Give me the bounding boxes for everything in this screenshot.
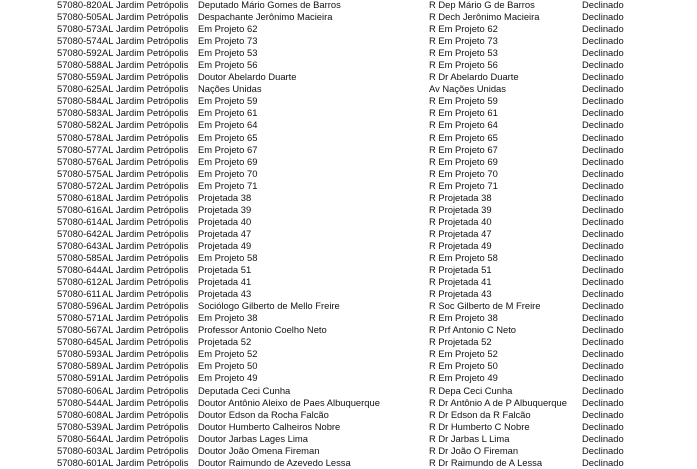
status-cell: Declinado bbox=[582, 264, 624, 276]
cep-cell: 57080-608 bbox=[57, 408, 102, 420]
neighborhood-cell: Jardim Petrópolis bbox=[116, 155, 189, 167]
status-cell: Declinado bbox=[582, 227, 624, 239]
neighborhood-cell: Jardim Petrópolis bbox=[116, 0, 189, 10]
street-name-cell: Professor Antonio Coelho Neto bbox=[198, 324, 327, 336]
street-name-cell: Projetada 40 bbox=[198, 215, 252, 227]
status-cell: Declinado bbox=[582, 119, 624, 131]
neighborhood-cell: Jardim Petrópolis bbox=[116, 227, 189, 239]
neighborhood-cell: Jardim Petrópolis bbox=[116, 384, 189, 396]
cep-cell: 57080-588 bbox=[57, 59, 102, 71]
status-cell: Declinado bbox=[582, 360, 624, 372]
street-abbreviation-cell: R Em Projeto 59 bbox=[429, 95, 498, 107]
cep-cell: 57080-583 bbox=[57, 107, 102, 119]
status-cell: Declinado bbox=[582, 179, 624, 191]
table-row bbox=[0, 180, 697, 192]
neighborhood-cell: Jardim Petrópolis bbox=[116, 95, 189, 107]
street-name-cell: Em Projeto 70 bbox=[198, 167, 258, 179]
status-cell: Declinado bbox=[582, 107, 624, 119]
neighborhood-cell: Jardim Petrópolis bbox=[116, 59, 189, 71]
status-cell: Declinado bbox=[582, 59, 624, 71]
state-cell: AL bbox=[102, 47, 114, 59]
state-cell: AL bbox=[102, 408, 114, 420]
cep-cell: 57080-643 bbox=[57, 239, 102, 251]
neighborhood-cell: Jardim Petrópolis bbox=[116, 71, 189, 83]
table-row bbox=[0, 421, 697, 433]
street-abbreviation-cell: R Dr Jarbas L Lima bbox=[429, 432, 510, 444]
street-name-cell: Doutor Raimundo de Azevedo Lessa bbox=[198, 456, 351, 468]
state-cell: AL bbox=[102, 11, 114, 23]
table-row bbox=[0, 23, 697, 35]
state-cell: AL bbox=[102, 179, 114, 191]
street-name-cell: Em Projeto 52 bbox=[198, 348, 258, 360]
cep-cell: 57080-539 bbox=[57, 420, 102, 432]
neighborhood-cell: Jardim Petrópolis bbox=[116, 300, 189, 312]
street-abbreviation-cell: Av Nações Unidas bbox=[429, 83, 506, 95]
table-row bbox=[0, 216, 697, 228]
status-cell: Declinado bbox=[582, 203, 624, 215]
table-row bbox=[0, 59, 697, 71]
cep-cell: 57080-544 bbox=[57, 396, 102, 408]
street-abbreviation-cell: R Projetada 49 bbox=[429, 239, 492, 251]
street-name-cell: Em Projeto 58 bbox=[198, 251, 258, 263]
cep-cell: 57080-582 bbox=[57, 119, 102, 131]
neighborhood-cell: Jardim Petrópolis bbox=[116, 456, 189, 468]
cep-cell: 57080-612 bbox=[57, 276, 102, 288]
street-name-cell: Em Projeto 67 bbox=[198, 143, 258, 155]
state-cell: AL bbox=[102, 384, 114, 396]
state-cell: AL bbox=[102, 191, 114, 203]
cep-cell: 57080-576 bbox=[57, 155, 102, 167]
street-name-cell: Projetada 52 bbox=[198, 336, 252, 348]
neighborhood-cell: Jardim Petrópolis bbox=[116, 191, 189, 203]
state-cell: AL bbox=[102, 456, 114, 468]
neighborhood-cell: Jardim Petrópolis bbox=[116, 251, 189, 263]
state-cell: AL bbox=[102, 324, 114, 336]
table-row bbox=[0, 300, 697, 312]
street-abbreviation-cell: R Em Projeto 50 bbox=[429, 360, 498, 372]
status-cell: Declinado bbox=[582, 312, 624, 324]
street-abbreviation-cell: R Em Projeto 69 bbox=[429, 155, 498, 167]
neighborhood-cell: Jardim Petrópolis bbox=[116, 119, 189, 131]
state-cell: AL bbox=[102, 23, 114, 35]
state-cell: AL bbox=[102, 239, 114, 251]
status-cell: Declinado bbox=[582, 288, 624, 300]
street-name-cell: Em Projeto 65 bbox=[198, 131, 258, 143]
street-name-cell: Doutor João Omena Fireman bbox=[198, 444, 320, 456]
cep-cell: 57080-645 bbox=[57, 336, 102, 348]
street-name-cell: Em Projeto 50 bbox=[198, 360, 258, 372]
table-row bbox=[0, 397, 697, 409]
street-name-cell: Em Projeto 61 bbox=[198, 107, 258, 119]
street-name-cell: Em Projeto 49 bbox=[198, 372, 258, 384]
neighborhood-cell: Jardim Petrópolis bbox=[116, 203, 189, 215]
status-cell: Declinado bbox=[582, 35, 624, 47]
state-cell: AL bbox=[102, 396, 114, 408]
street-abbreviation-cell: R Dr Abelardo Duarte bbox=[429, 71, 519, 83]
street-name-cell: Projetada 38 bbox=[198, 191, 252, 203]
state-cell: AL bbox=[102, 95, 114, 107]
status-cell: Declinado bbox=[582, 11, 624, 23]
status-cell: Declinado bbox=[582, 251, 624, 263]
table-row bbox=[0, 0, 697, 11]
status-cell: Declinado bbox=[582, 384, 624, 396]
street-name-cell: Deputado Mário Gomes de Barros bbox=[198, 0, 341, 10]
neighborhood-cell: Jardim Petrópolis bbox=[116, 348, 189, 360]
state-cell: AL bbox=[102, 288, 114, 300]
status-cell: Declinado bbox=[582, 47, 624, 59]
street-name-cell: Em Projeto 56 bbox=[198, 59, 258, 71]
street-abbreviation-cell: R Em Projeto 73 bbox=[429, 35, 498, 47]
neighborhood-cell: Jardim Petrópolis bbox=[116, 11, 189, 23]
table-row bbox=[0, 95, 697, 107]
neighborhood-cell: Jardim Petrópolis bbox=[116, 324, 189, 336]
status-cell: Declinado bbox=[582, 83, 624, 95]
street-abbreviation-cell: R Em Projeto 53 bbox=[429, 47, 498, 59]
state-cell: AL bbox=[102, 300, 114, 312]
status-cell: Declinado bbox=[582, 239, 624, 251]
street-abbreviation-cell: R Dech Jerônimo Macieira bbox=[429, 11, 540, 23]
neighborhood-cell: Jardim Petrópolis bbox=[116, 444, 189, 456]
street-abbreviation-cell: R Dr Raimundo de A Lessa bbox=[429, 456, 543, 468]
table-row bbox=[0, 360, 697, 372]
cep-cell: 57080-591 bbox=[57, 372, 102, 384]
table-row bbox=[0, 11, 697, 23]
street-abbreviation-cell: R Em Projeto 56 bbox=[429, 59, 498, 71]
table-row bbox=[0, 348, 697, 360]
street-abbreviation-cell: R Projetada 47 bbox=[429, 227, 492, 239]
neighborhood-cell: Jardim Petrópolis bbox=[116, 420, 189, 432]
status-cell: Declinado bbox=[582, 131, 624, 143]
table-row bbox=[0, 228, 697, 240]
street-name-cell: Doutor Antônio Aleixo de Paes Albuquerque bbox=[198, 396, 380, 408]
state-cell: AL bbox=[102, 420, 114, 432]
status-cell: Declinado bbox=[582, 167, 624, 179]
cep-cell: 57080-606 bbox=[57, 384, 102, 396]
neighborhood-cell: Jardim Petrópolis bbox=[116, 23, 189, 35]
cep-cell: 57080-611 bbox=[57, 288, 102, 300]
status-cell: Declinado bbox=[582, 276, 624, 288]
neighborhood-cell: Jardim Petrópolis bbox=[116, 360, 189, 372]
cep-cell: 57080-596 bbox=[57, 300, 102, 312]
state-cell: AL bbox=[102, 71, 114, 83]
table-row bbox=[0, 252, 697, 264]
street-name-cell: Deputada Ceci Cunha bbox=[198, 384, 291, 396]
street-name-cell: Doutor Humberto Calheiros Nobre bbox=[198, 420, 341, 432]
state-cell: AL bbox=[102, 143, 114, 155]
street-name-cell: Projetada 51 bbox=[198, 264, 252, 276]
status-cell: Declinado bbox=[582, 348, 624, 360]
cep-cell: 57080-618 bbox=[57, 191, 102, 203]
street-abbreviation-cell: R Projetada 41 bbox=[429, 276, 492, 288]
cep-cell: 57080-571 bbox=[57, 312, 102, 324]
status-cell: Declinado bbox=[582, 23, 624, 35]
table-row bbox=[0, 107, 697, 119]
status-cell: Declinado bbox=[582, 143, 624, 155]
state-cell: AL bbox=[102, 444, 114, 456]
street-abbreviation-cell: R Em Projeto 62 bbox=[429, 23, 498, 35]
street-abbreviation-cell: R Projetada 43 bbox=[429, 288, 492, 300]
street-abbreviation-cell: R Em Projeto 49 bbox=[429, 372, 498, 384]
status-cell: Declinado bbox=[582, 215, 624, 227]
table-row bbox=[0, 83, 697, 95]
street-abbreviation-cell: R Em Projeto 70 bbox=[429, 167, 498, 179]
status-cell: Declinado bbox=[582, 432, 624, 444]
table-row bbox=[0, 312, 697, 324]
state-cell: AL bbox=[102, 35, 114, 47]
cep-cell: 57080-593 bbox=[57, 348, 102, 360]
neighborhood-cell: Jardim Petrópolis bbox=[116, 83, 189, 95]
neighborhood-cell: Jardim Petrópolis bbox=[116, 131, 189, 143]
cep-cell: 57080-567 bbox=[57, 324, 102, 336]
neighborhood-cell: Jardim Petrópolis bbox=[116, 276, 189, 288]
street-abbreviation-cell: R Em Projeto 38 bbox=[429, 312, 498, 324]
table-row bbox=[0, 132, 697, 144]
street-abbreviation-cell: R Em Projeto 67 bbox=[429, 143, 498, 155]
state-cell: AL bbox=[102, 372, 114, 384]
state-cell: AL bbox=[102, 119, 114, 131]
status-cell: Declinado bbox=[582, 408, 624, 420]
table-row bbox=[0, 324, 697, 336]
status-cell: Declinado bbox=[582, 95, 624, 107]
neighborhood-cell: Jardim Petrópolis bbox=[116, 35, 189, 47]
table-row bbox=[0, 457, 697, 469]
cep-cell: 57080-820 bbox=[57, 0, 102, 10]
table-row bbox=[0, 240, 697, 252]
status-cell: Declinado bbox=[582, 420, 624, 432]
cep-cell: 57080-589 bbox=[57, 360, 102, 372]
street-name-cell: Despachante Jerônimo Macieira bbox=[198, 11, 333, 23]
street-abbreviation-cell: R Depa Ceci Cunha bbox=[429, 384, 513, 396]
status-cell: Declinado bbox=[582, 444, 624, 456]
street-name-cell: Doutor Abelardo Duarte bbox=[198, 71, 297, 83]
street-name-cell: Em Projeto 62 bbox=[198, 23, 258, 35]
state-cell: AL bbox=[102, 432, 114, 444]
neighborhood-cell: Jardim Petrópolis bbox=[116, 312, 189, 324]
state-cell: AL bbox=[102, 203, 114, 215]
street-name-cell: Em Projeto 59 bbox=[198, 95, 258, 107]
state-cell: AL bbox=[102, 251, 114, 263]
street-name-cell: Projetada 43 bbox=[198, 288, 252, 300]
street-name-cell: Doutor Edson da Rocha Falcão bbox=[198, 408, 329, 420]
street-abbreviation-cell: R Dr Antônio A de P Albuquerque bbox=[429, 396, 567, 408]
state-cell: AL bbox=[102, 360, 114, 372]
table-row bbox=[0, 156, 697, 168]
status-cell: Declinado bbox=[582, 155, 624, 167]
cep-cell: 57080-573 bbox=[57, 23, 102, 35]
neighborhood-cell: Jardim Petrópolis bbox=[116, 167, 189, 179]
cep-cell: 57080-644 bbox=[57, 264, 102, 276]
cep-cell: 57080-575 bbox=[57, 167, 102, 179]
state-cell: AL bbox=[102, 107, 114, 119]
street-name-cell: Projetada 39 bbox=[198, 203, 252, 215]
cep-cell: 57080-577 bbox=[57, 143, 102, 155]
cep-cell: 57080-572 bbox=[57, 179, 102, 191]
neighborhood-cell: Jardim Petrópolis bbox=[116, 288, 189, 300]
cep-cell: 57080-592 bbox=[57, 47, 102, 59]
street-abbreviation-cell: R Projetada 40 bbox=[429, 215, 492, 227]
table-row bbox=[0, 47, 697, 59]
neighborhood-cell: Jardim Petrópolis bbox=[116, 215, 189, 227]
cep-cell: 57080-578 bbox=[57, 131, 102, 143]
status-cell: Declinado bbox=[582, 71, 624, 83]
neighborhood-cell: Jardim Petrópolis bbox=[116, 264, 189, 276]
cep-cell: 57080-574 bbox=[57, 35, 102, 47]
neighborhood-cell: Jardim Petrópolis bbox=[116, 336, 189, 348]
neighborhood-cell: Jardim Petrópolis bbox=[116, 239, 189, 251]
street-name-cell: Em Projeto 64 bbox=[198, 119, 258, 131]
table-row bbox=[0, 192, 697, 204]
street-name-cell: Em Projeto 53 bbox=[198, 47, 258, 59]
table-row bbox=[0, 445, 697, 457]
neighborhood-cell: Jardim Petrópolis bbox=[116, 372, 189, 384]
table-row bbox=[0, 288, 697, 300]
street-name-cell: Nações Unidas bbox=[198, 83, 262, 95]
neighborhood-cell: Jardim Petrópolis bbox=[116, 179, 189, 191]
street-abbreviation-cell: R Dr João O Fireman bbox=[429, 444, 519, 456]
table-row bbox=[0, 409, 697, 421]
cep-cell: 57080-585 bbox=[57, 251, 102, 263]
street-abbreviation-cell: R Em Projeto 65 bbox=[429, 131, 498, 143]
state-cell: AL bbox=[102, 264, 114, 276]
neighborhood-cell: Jardim Petrópolis bbox=[116, 143, 189, 155]
table-row bbox=[0, 372, 697, 384]
table-row bbox=[0, 204, 697, 216]
status-cell: Declinado bbox=[582, 324, 624, 336]
street-abbreviation-cell: R Dep Mário G de Barros bbox=[429, 0, 535, 10]
street-abbreviation-cell: R Soc Gilberto de M Freire bbox=[429, 300, 541, 312]
status-cell: Declinado bbox=[582, 191, 624, 203]
street-name-cell: Doutor Jarbas Lages Lima bbox=[198, 432, 308, 444]
state-cell: AL bbox=[102, 312, 114, 324]
state-cell: AL bbox=[102, 227, 114, 239]
street-name-cell: Sociólogo Gilberto de Mello Freire bbox=[198, 300, 340, 312]
table-row bbox=[0, 433, 697, 445]
state-cell: AL bbox=[102, 0, 114, 10]
street-abbreviation-cell: R Em Projeto 58 bbox=[429, 251, 498, 263]
street-abbreviation-cell: R Dr Humberto C Nobre bbox=[429, 420, 530, 432]
neighborhood-cell: Jardim Petrópolis bbox=[116, 432, 189, 444]
street-abbreviation-cell: R Em Projeto 52 bbox=[429, 348, 498, 360]
street-name-cell: Em Projeto 69 bbox=[198, 155, 258, 167]
state-cell: AL bbox=[102, 131, 114, 143]
state-cell: AL bbox=[102, 167, 114, 179]
cep-cell: 57080-564 bbox=[57, 432, 102, 444]
street-abbreviation-cell: R Em Projeto 64 bbox=[429, 119, 498, 131]
state-cell: AL bbox=[102, 83, 114, 95]
neighborhood-cell: Jardim Petrópolis bbox=[116, 47, 189, 59]
state-cell: AL bbox=[102, 215, 114, 227]
table-row bbox=[0, 35, 697, 47]
street-name-cell: Em Projeto 73 bbox=[198, 35, 258, 47]
cep-cell: 57080-603 bbox=[57, 444, 102, 456]
street-abbreviation-cell: R Projetada 52 bbox=[429, 336, 492, 348]
street-abbreviation-cell: R Projetada 51 bbox=[429, 264, 492, 276]
street-abbreviation-cell: R Em Projeto 61 bbox=[429, 107, 498, 119]
cep-cell: 57080-614 bbox=[57, 215, 102, 227]
street-abbreviation-cell: R Projetada 38 bbox=[429, 191, 492, 203]
state-cell: AL bbox=[102, 336, 114, 348]
state-cell: AL bbox=[102, 155, 114, 167]
status-cell: Declinado bbox=[582, 372, 624, 384]
neighborhood-cell: Jardim Petrópolis bbox=[116, 396, 189, 408]
street-name-cell: Projetada 47 bbox=[198, 227, 252, 239]
table-row bbox=[0, 336, 697, 348]
table-row bbox=[0, 385, 697, 397]
neighborhood-cell: Jardim Petrópolis bbox=[116, 408, 189, 420]
table-row bbox=[0, 144, 697, 156]
status-cell: Declinado bbox=[582, 456, 624, 468]
table-row bbox=[0, 168, 697, 180]
street-abbreviation-cell: R Dr Edson da R Falcão bbox=[429, 408, 531, 420]
cep-cell: 57080-584 bbox=[57, 95, 102, 107]
status-cell: Declinado bbox=[582, 300, 624, 312]
cep-cell: 57080-505 bbox=[57, 11, 102, 23]
cep-cell: 57080-616 bbox=[57, 203, 102, 215]
cep-cell: 57080-625 bbox=[57, 83, 102, 95]
table-row bbox=[0, 276, 697, 288]
state-cell: AL bbox=[102, 348, 114, 360]
street-abbreviation-cell: R Em Projeto 71 bbox=[429, 179, 498, 191]
cep-cell: 57080-642 bbox=[57, 227, 102, 239]
table-row bbox=[0, 264, 697, 276]
status-cell: Declinado bbox=[582, 396, 624, 408]
street-abbreviation-cell: R Prf Antonio C Neto bbox=[429, 324, 517, 336]
status-cell: Declinado bbox=[582, 336, 624, 348]
cep-cell: 57080-559 bbox=[57, 71, 102, 83]
street-name-cell: Projetada 41 bbox=[198, 276, 252, 288]
neighborhood-cell: Jardim Petrópolis bbox=[116, 107, 189, 119]
street-abbreviation-cell: R Projetada 39 bbox=[429, 203, 492, 215]
status-cell: Declinado bbox=[582, 0, 624, 10]
state-cell: AL bbox=[102, 59, 114, 71]
table-row bbox=[0, 71, 697, 83]
state-cell: AL bbox=[102, 276, 114, 288]
street-name-cell: Em Projeto 38 bbox=[198, 312, 258, 324]
street-name-cell: Projetada 49 bbox=[198, 239, 252, 251]
cep-cell: 57080-601 bbox=[57, 456, 102, 468]
table-row bbox=[0, 119, 697, 131]
street-name-cell: Em Projeto 71 bbox=[198, 179, 258, 191]
